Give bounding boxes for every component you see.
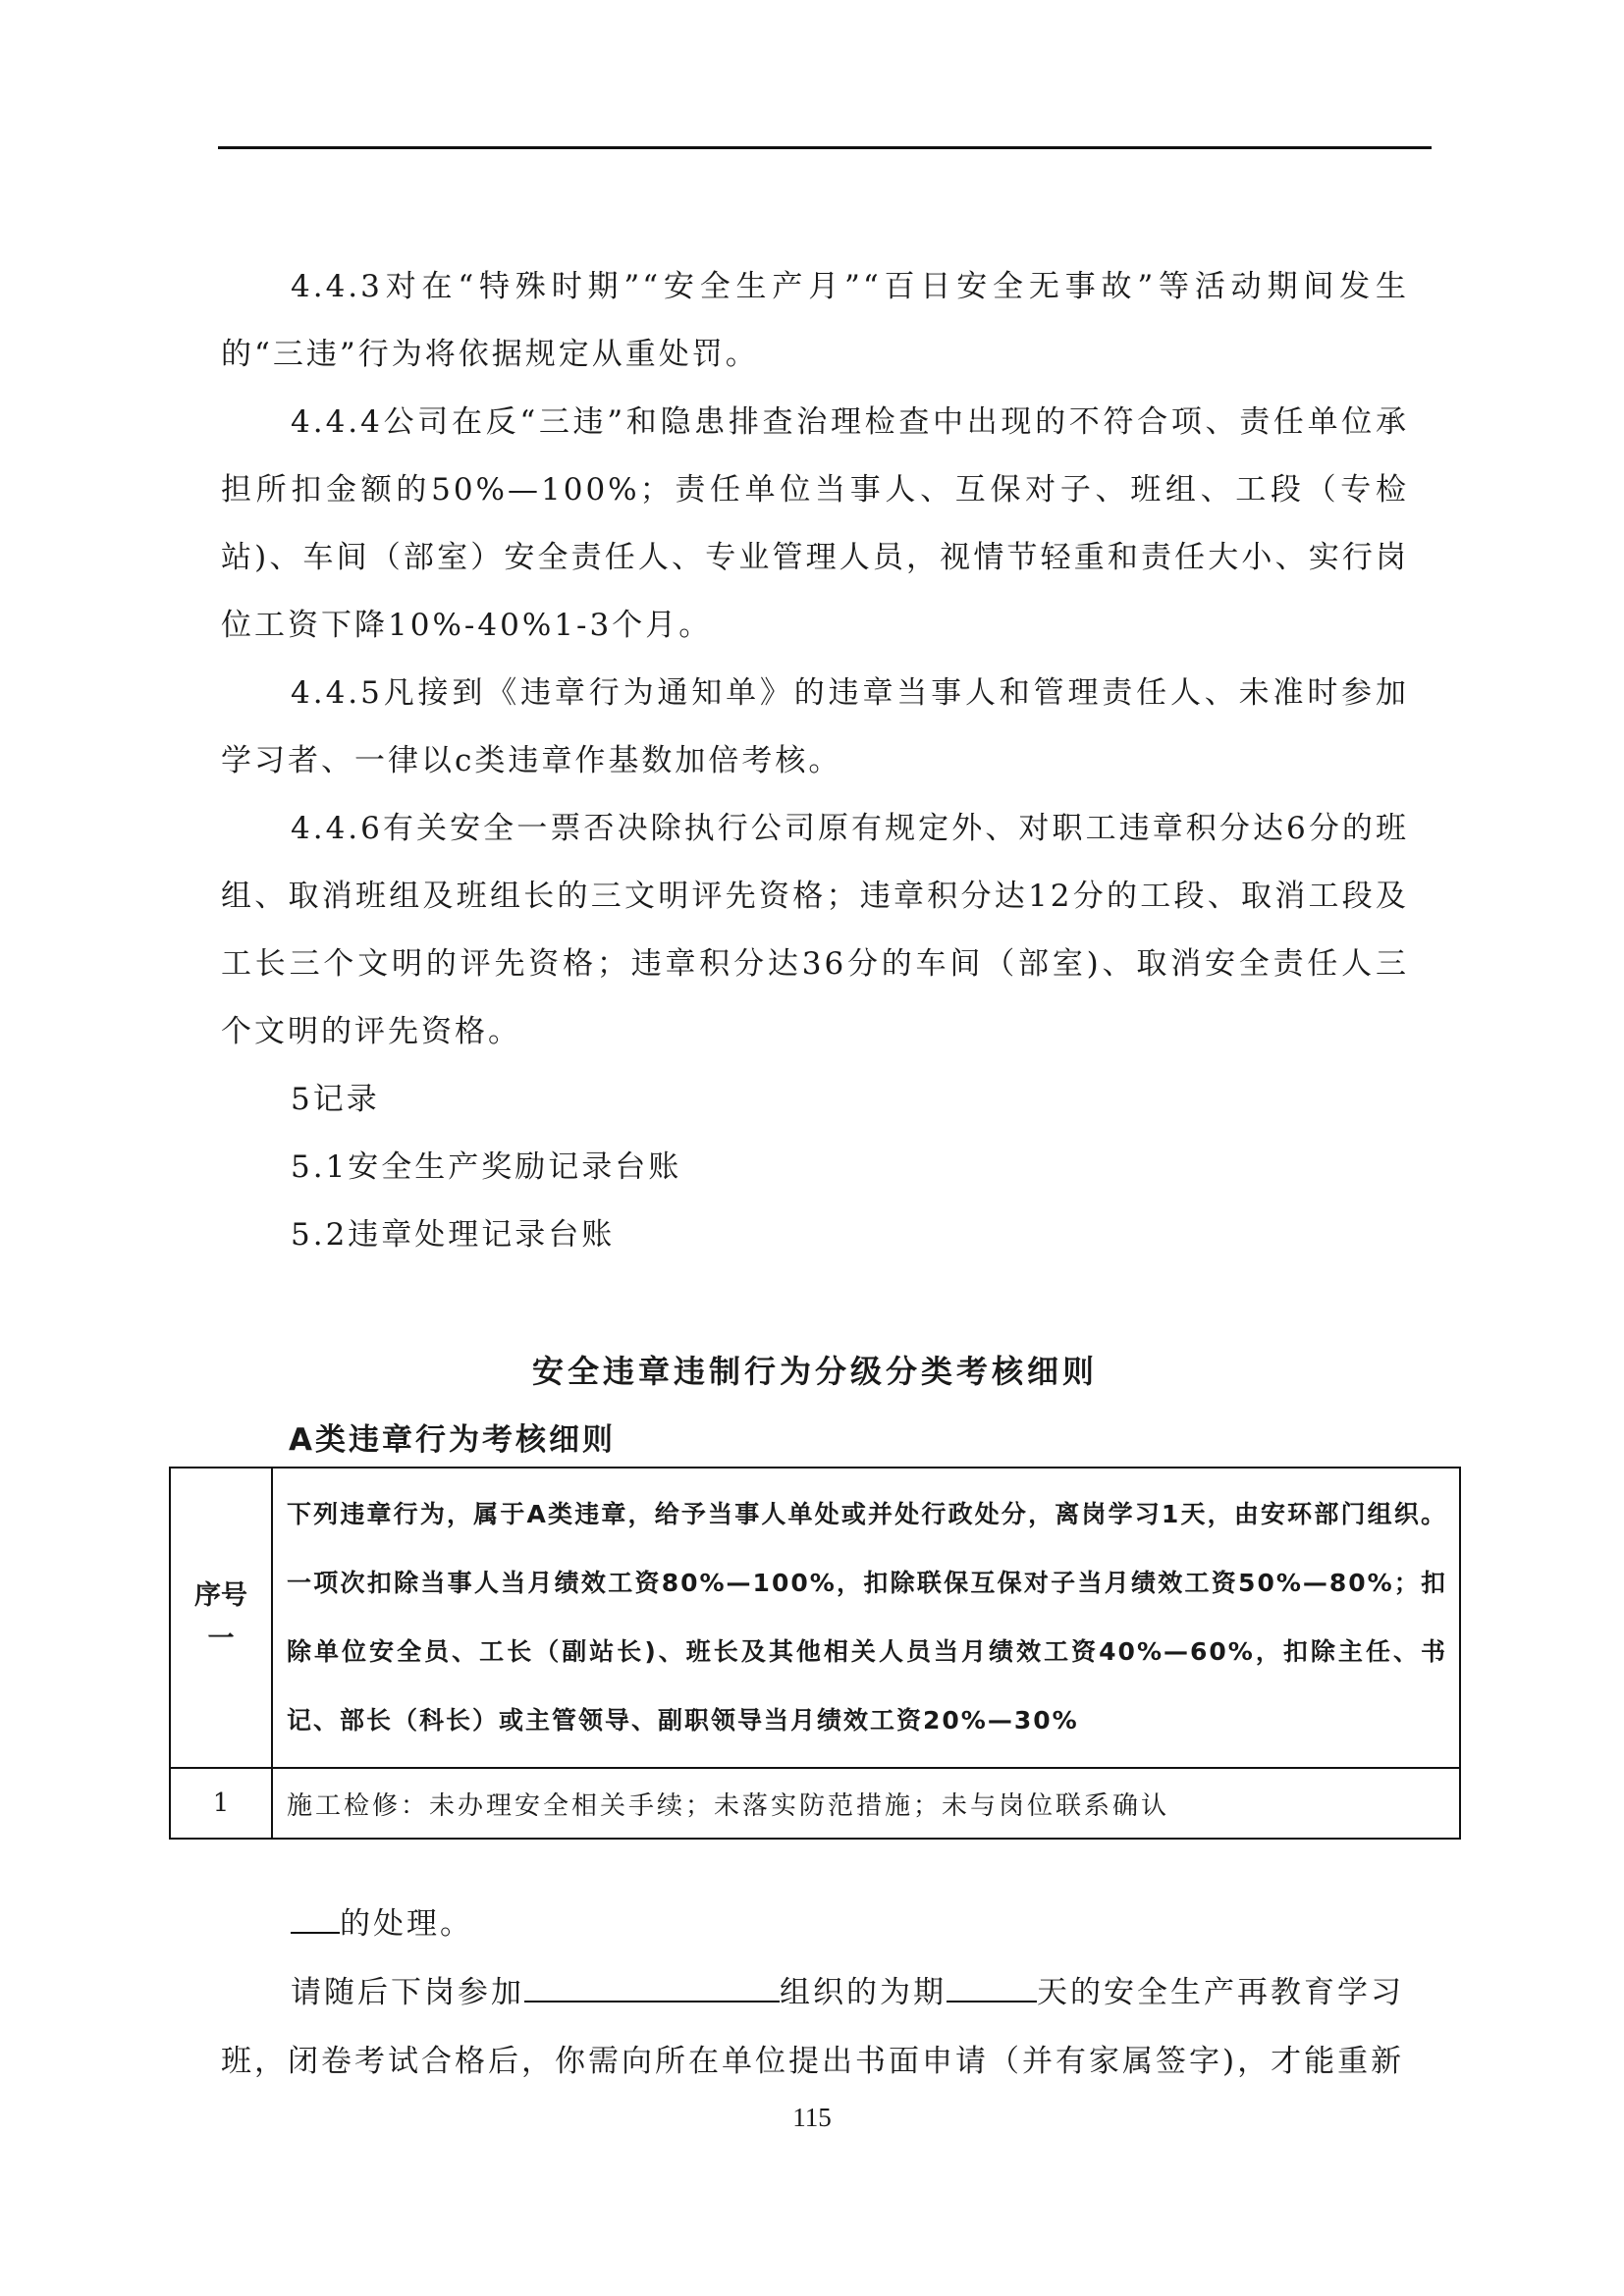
notice-line-2: [221, 1958, 1429, 2027]
notice-line-1-text: 的处理。: [340, 1906, 473, 1942]
violation-rules-table: [169, 1467, 1461, 1840]
paragraph-4-4-6: 4.4.6有关安全一票否决除执行公司原有规定外、对职工违章积分达6分的班组、取消班组及班组长的三文明评先资格；违章积分达12分的工段、取消工段及工长三个文明的评先资格；违章积分达36分的车间（部室)、取消安全责任人三个文明的评先资格。: [221, 811, 1409, 1049]
paragraph-4-4-4: 4.4.4公司在反“三违”和隐患排查治理检查中出现的不符合项、责任单位承担所扣金额的50%—100%；责任单位当事人、互保对子、班组、工段（专检站)、车间（部室）安全责任人、专业管理人员，视情节轻重和责任大小、实行岗位工资下降10%-40%1-3个月。: [221, 404, 1409, 643]
section-heading-records: 5记录: [291, 1082, 380, 1117]
document-title: 安全违章违制行为分级分类考核细则: [531, 1353, 1098, 1390]
index-header-cell: [170, 1468, 272, 1768]
paragraph-4-4-3: 4.4.3对在“特殊时期”“安全生产月”“百日安全无事故”等活动期间发生的“三违”行为将依据规定从重处罚。: [221, 269, 1409, 372]
notice-line-1: [221, 1890, 1429, 1958]
header-rule: [218, 146, 1432, 149]
notice-line-3: 班，闭卷考试合格后，你需向所在单位提出书面申请（并有家属签字)，才能重新: [221, 2044, 1405, 2079]
notice-line-2-part-c: 天的安全生产再教育学习: [1037, 1975, 1404, 2010]
table-subtitle: A类违章行为考核细则: [289, 1422, 616, 1458]
blank-field: [291, 1900, 340, 1934]
body-text: [221, 253, 1409, 1269]
notice-line-2-part-b: 组织的为期: [780, 1975, 947, 2010]
table-header-row: [170, 1468, 1460, 1768]
index-label-category: 一: [207, 1624, 235, 1654]
index-label: 序号: [194, 1580, 247, 1611]
table-row: [170, 1768, 1460, 1839]
category-description-cell: 下列违章行为，属于A类违章，给予当事人单处或并处行政处分，离岗学习1天，由安环部门组织。一项次扣除当事人当月绩效工资80%—100%，扣除联保互保对子当月绩效工资50%—80%；扣除单位安全员、工长（副站长)、班长及其他相关人员当月绩效工资40%—60%，扣除主任、书记、部长（科长）或主管领导、副职领导当月绩效工资20%—30%: [272, 1468, 1460, 1768]
blank-days-field: [947, 1969, 1037, 2002]
paragraph-4-4-5: 4.4.5凡接到《违章行为通知单》的违章当事人和管理责任人、未准时参加学习者、一律以c类违章作基数加倍考核。: [221, 675, 1409, 778]
blank-organizer-field: [524, 1969, 780, 2002]
row-number: 1: [170, 1768, 272, 1839]
row-text: 施工检修：未办理安全相关手续；未落实防范措施；未与岗位联系确认: [272, 1768, 1460, 1839]
subsection-heading-5-2: 5.2违章处理记录台账: [291, 1217, 616, 1253]
page-number: 115: [792, 2103, 832, 2132]
subsection-heading-5-1: 5.1安全生产奖励记录台账: [291, 1149, 682, 1185]
notice-text: [221, 1890, 1429, 2096]
notice-line-2-part-a: 请随后下岗参加: [291, 1975, 524, 2010]
